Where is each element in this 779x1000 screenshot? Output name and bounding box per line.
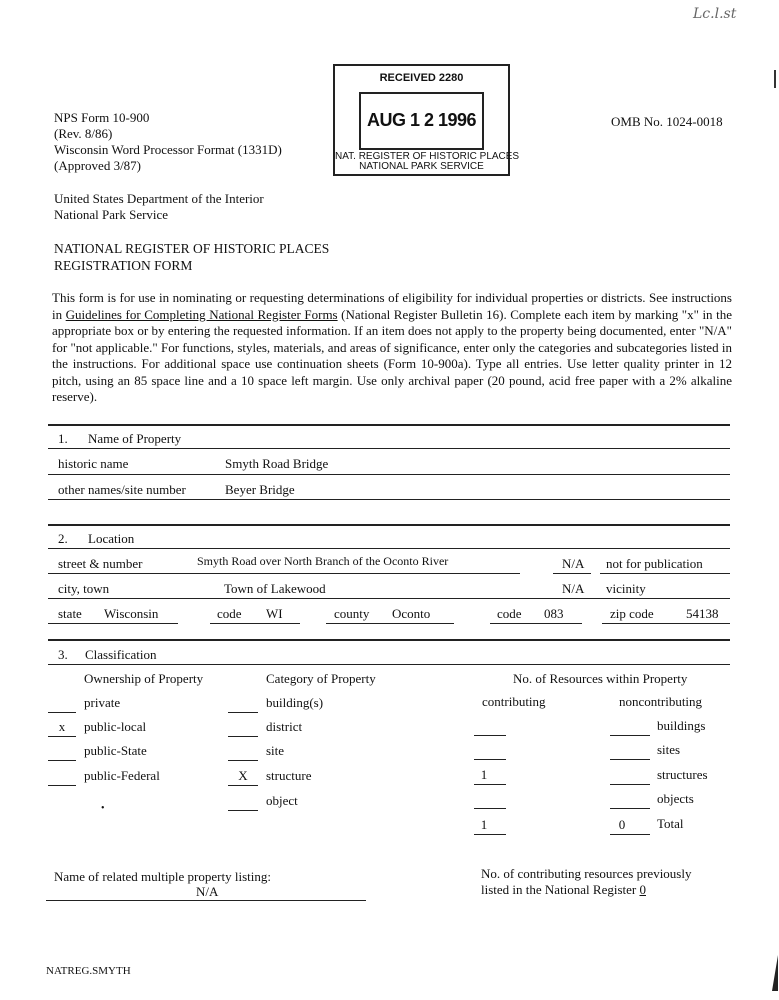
category-checkbox xyxy=(228,760,258,761)
scan-artifact xyxy=(772,955,778,991)
section1-number: 1. xyxy=(58,431,68,446)
ownership-checkbox xyxy=(48,712,76,713)
related-listing-value: N/A xyxy=(196,884,219,899)
noncontributing-label: noncontributing xyxy=(619,694,703,709)
rule xyxy=(48,664,730,665)
previous-listed-line-2 xyxy=(481,882,656,898)
noncontributing-total: 0 xyxy=(618,817,626,832)
form-number-block xyxy=(54,110,282,174)
ownership-label: public-Federal xyxy=(84,768,160,783)
historic-name-value: Smyth Road Bridge xyxy=(225,456,329,471)
zip-value: 54138 xyxy=(686,606,719,621)
other-names-label: other names/site number xyxy=(58,482,186,497)
contributing-total: 1 xyxy=(480,817,488,832)
rule xyxy=(553,573,591,574)
noncontributing-blank xyxy=(610,759,650,760)
category-title: Category of Property xyxy=(266,671,376,686)
form-title-line: NATIONAL REGISTER OF HISTORIC PLACES xyxy=(54,241,330,256)
received-stamp xyxy=(333,64,520,176)
state-code-value: WI xyxy=(266,606,283,621)
section3-title: Classification xyxy=(85,647,157,662)
file-reference: NATREG.SMYTH xyxy=(46,965,131,977)
stamp-line-1: NAT. REGISTER OF HISTORIC PLACES xyxy=(335,151,520,162)
stamp-date-box xyxy=(359,92,484,150)
instructions-text-1: This form is for use in nominating or requesting determinations of eligibility for individual properties or districts. See instructions in xyxy=(52,290,732,322)
category-label: building(s) xyxy=(266,695,324,710)
city-label: city, town xyxy=(58,581,110,596)
ownership-mark: x xyxy=(58,719,66,734)
omb-number: OMB No. 1024-0018 xyxy=(611,114,723,129)
rule xyxy=(48,598,730,599)
rule xyxy=(326,623,454,624)
category-label: district xyxy=(266,719,303,734)
section2-number: 2. xyxy=(58,531,68,546)
resource-label: Total xyxy=(657,816,684,831)
instructions-paragraph xyxy=(52,290,732,406)
noncontributing-blank xyxy=(610,834,650,835)
noncontributing-blank xyxy=(610,808,650,809)
county-value: Oconto xyxy=(392,606,431,621)
rule xyxy=(46,900,366,901)
ownership-title: Ownership of Property xyxy=(84,671,204,686)
category-checkbox xyxy=(228,736,258,737)
rule xyxy=(48,573,520,574)
category-label: site xyxy=(266,743,285,758)
related-listing-label: Name of related multiple property listing: xyxy=(54,869,271,884)
noncontributing-blank xyxy=(610,784,650,785)
section-divider xyxy=(48,524,730,526)
section2-title: Location xyxy=(88,531,135,546)
zip-label: zip code xyxy=(610,606,654,621)
ownership-label: public-State xyxy=(84,743,147,758)
stamp-received: RECEIVED 2280 xyxy=(379,72,464,84)
rule xyxy=(490,623,582,624)
rule xyxy=(48,448,730,449)
section1-title: Name of Property xyxy=(88,431,182,446)
rule xyxy=(48,499,730,500)
rule xyxy=(48,548,730,549)
county-code-value: 083 xyxy=(544,606,564,621)
previous-listed-value: 0 xyxy=(639,882,646,897)
rule xyxy=(602,623,730,624)
previous-listed-line-1: No. of contributing resources previously xyxy=(481,866,692,881)
ownership-checkbox xyxy=(48,736,76,737)
county-code-label: code xyxy=(497,606,522,621)
street-label: street & number xyxy=(58,556,143,571)
ownership-label: private xyxy=(84,695,121,710)
rule xyxy=(48,474,730,475)
resource-label: buildings xyxy=(657,718,706,733)
category-checkbox xyxy=(228,785,258,786)
department-line: National Park Service xyxy=(54,207,169,222)
state-label: state xyxy=(58,606,82,621)
category-checkbox xyxy=(228,712,258,713)
contributing-count: 1 xyxy=(480,767,488,782)
section3-number: 3. xyxy=(58,647,68,662)
department-line: United States Department of the Interior xyxy=(54,191,264,206)
contributing-label: contributing xyxy=(482,694,546,709)
city-na: N/A xyxy=(562,581,585,596)
contributing-blank xyxy=(474,735,506,736)
category-checkbox xyxy=(228,810,258,811)
street-na: N/A xyxy=(562,556,585,571)
ownership-label: public-local xyxy=(84,719,147,734)
form-line: Wisconsin Word Processor Format (1331D) xyxy=(54,142,282,157)
category-mark: X xyxy=(238,768,248,783)
vicinity-label: vicinity xyxy=(606,581,646,596)
stray-mark: • xyxy=(101,803,105,814)
rule xyxy=(210,623,300,624)
resource-label: objects xyxy=(657,791,694,806)
instructions-text-2: (National Register Bulletin 16). Complete each item by marking "x" in the appropriate box or by entering the requested information. If an item does not apply to the property being documented, enter "N/A" for "not applicable." For functions, styles, materials, and areas of significance, enter only the categories and subcategories listed in the instructions. For additional space use continuation sheets (Form 10-900a). Type all entries. Use letter quality printer in 12 pitch, using an 85 space line and a 10 space left margin. Use only archival paper (20 pound, acid free paper with a 2% alkaline reserve). xyxy=(52,306,732,404)
form-line: (Approved 3/87) xyxy=(54,158,142,173)
rule xyxy=(600,573,730,574)
stamp-date: AUG 1 2 1996 xyxy=(366,110,477,130)
resource-label: sites xyxy=(657,742,681,757)
department-block xyxy=(54,191,264,223)
handwritten-mark: Lc.l.st xyxy=(693,6,737,22)
resource-label: structures xyxy=(657,767,708,782)
category-label: structure xyxy=(266,768,312,783)
resources-title: No. of Resources within Property xyxy=(513,671,688,686)
guidelines-link: Guidelines for Completing National Register Forms xyxy=(65,306,338,322)
contributing-blank xyxy=(474,808,506,809)
contributing-blank xyxy=(474,759,506,760)
not-for-publication-label: not for publication xyxy=(606,556,703,571)
rule xyxy=(48,623,178,624)
stamp-line-2: NATIONAL PARK SERVICE xyxy=(359,161,484,172)
contributing-blank xyxy=(474,784,506,785)
section-divider xyxy=(48,639,730,641)
form-title-line: REGISTRATION FORM xyxy=(54,258,193,273)
state-code-label: code xyxy=(217,606,242,621)
ownership-checkbox xyxy=(48,760,76,761)
ownership-checkbox xyxy=(48,785,76,786)
form-title xyxy=(54,240,329,274)
scan-artifact xyxy=(774,70,776,88)
street-value: Smyth Road over North Branch of the Oconto River xyxy=(197,554,449,568)
noncontributing-blank xyxy=(610,735,650,736)
county-label: county xyxy=(334,606,370,621)
form-line: NPS Form 10-900 xyxy=(54,110,150,125)
contributing-blank xyxy=(474,834,506,835)
historic-name-label: historic name xyxy=(58,456,129,471)
category-label: object xyxy=(266,793,298,808)
section-divider xyxy=(48,424,730,426)
other-names-value: Beyer Bridge xyxy=(225,482,295,497)
state-value: Wisconsin xyxy=(104,606,159,621)
form-line: (Rev. 8/86) xyxy=(54,126,113,141)
city-value: Town of Lakewood xyxy=(224,581,326,596)
previous-listed-label: listed in the National Register xyxy=(481,882,637,897)
